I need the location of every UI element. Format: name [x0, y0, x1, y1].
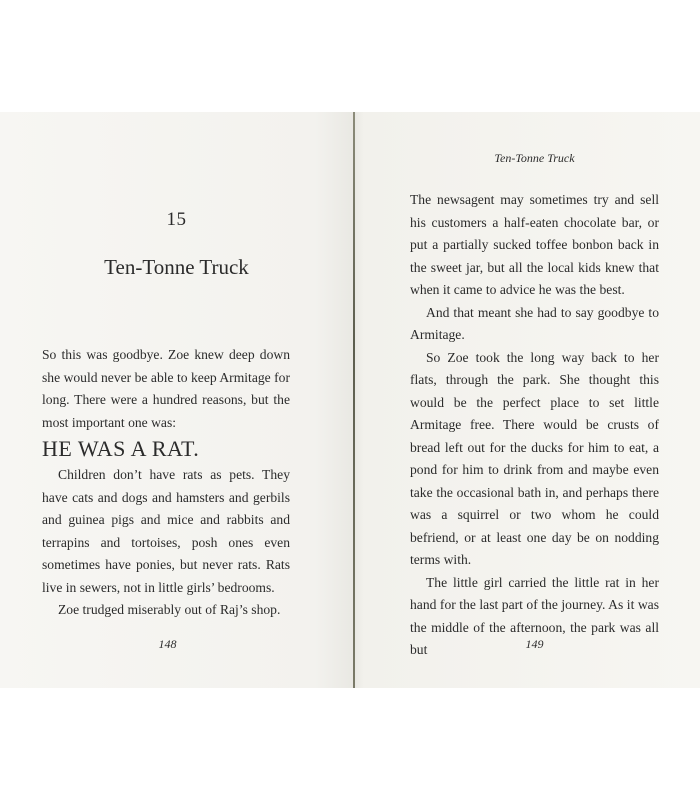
right-page — [355, 112, 700, 688]
paragraph: The little girl carried the little rat in her hand for the last part of the journey. As it was the middle of the afternoon, the park was all but — [410, 574, 659, 657]
paragraph: And that meant she had to say goodbye to Armitage. — [410, 304, 659, 342]
right-text-block — [410, 189, 659, 662]
emphasis-heading: HE WAS A RAT. — [42, 436, 200, 461]
book-spread — [0, 112, 700, 688]
page-number-right: 149 — [525, 637, 544, 651]
chapter-number: 15 — [166, 209, 187, 230]
paragraph: The newsagent may sometimes try and sell his customers a half-eaten chocolate bar, or put a partially sucked toffee bonbon back in the sweet jar, but all the local kids knew that when it came to advice he was the best. — [410, 192, 659, 297]
paragraph: So Zoe took the long way back to her flats, through the park. She thought this would be the perfect place to set little Armitage free. There would be crusts of bread left out for the ducks for him to eat, a pond for him to drink from and maybe even take the occasional bath in, and perhaps there was a squirrel or two whom he could befriend, or at least one day be on nodding terms with. — [410, 349, 659, 567]
left-text-block — [42, 344, 290, 622]
paragraph: Children don’t have rats as pets. They have cats and dogs and hamsters and gerbils and guinea pigs and mice and rabbits and terrapins and tortoises, posh ones even sometimes have ponies, but never rats. Rats live in sewers, not in little girls’ bedrooms. — [42, 467, 290, 595]
chapter-title: Ten-Tonne Truck — [104, 255, 249, 279]
running-head: Ten-Tonne Truck — [494, 151, 575, 165]
paragraph: So this was goodbye. Zoe knew deep down she would never be able to keep Armitage for long. There were a hundred reasons, but the most important one was: — [42, 347, 290, 430]
page-number-left: 148 — [158, 637, 177, 651]
left-page — [0, 112, 353, 688]
paragraph: Zoe trudged miserably out of Raj’s shop. — [58, 602, 281, 617]
